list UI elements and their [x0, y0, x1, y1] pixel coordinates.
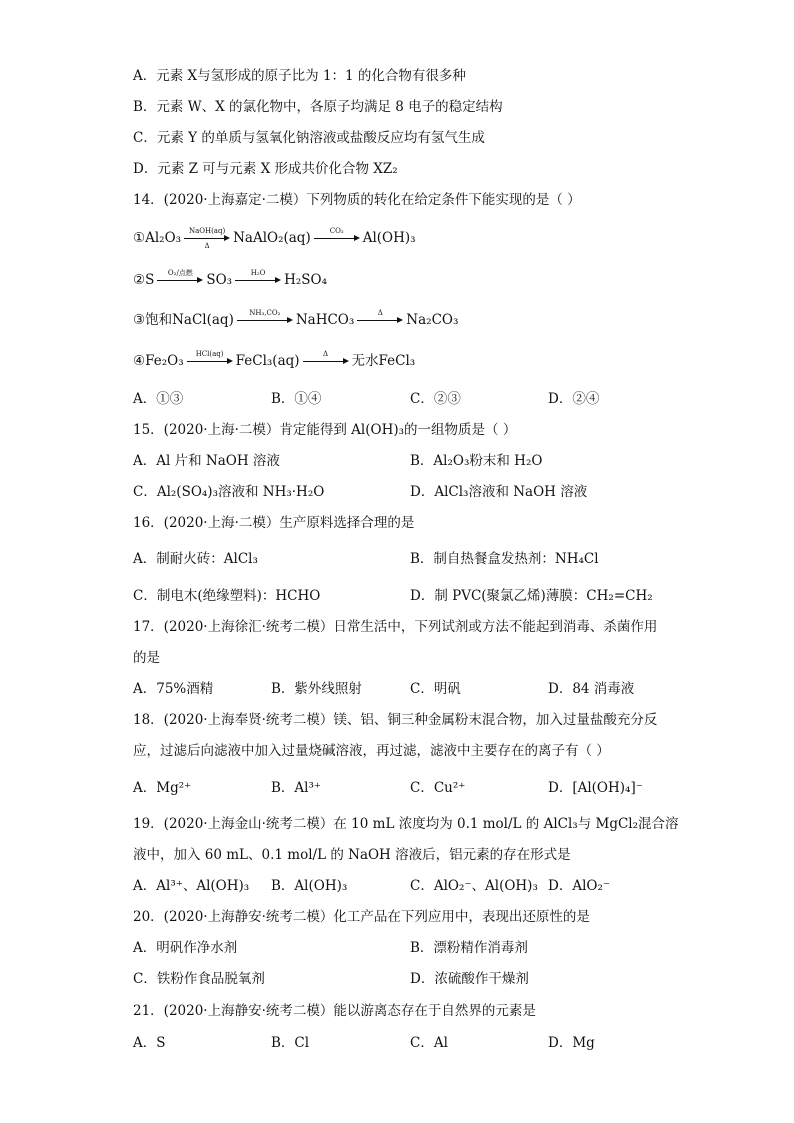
q20-option-c: C．铁粉作食品脱氧剂 — [133, 971, 265, 987]
product: Na₂CO₃ — [406, 312, 459, 328]
q17-option-c: C．明矾 — [410, 681, 461, 697]
reactant: S — [145, 272, 155, 288]
q15-option-c: C．Al₂(SO₄)₃溶液和 NH₃·H₂O — [133, 484, 325, 500]
q18-option-a: A．Mg²⁺ — [133, 780, 192, 796]
reaction-arrow — [187, 351, 233, 371]
reaction-arrow — [237, 310, 293, 330]
q17-option-d: D．84 消毒液 — [548, 681, 635, 697]
q15-option-b: B．Al₂O₃粉末和 H₂O — [410, 453, 543, 469]
arrow-condition-below: Δ — [204, 242, 210, 250]
question-19-cont: 液中，加入 60 mL、0.1 mol/L 的 NaOH 溶液后，铝元素的存在形式是 — [133, 847, 571, 863]
question-19: 19．(2020·上海金山·统考二模）在 10 mL 浓度均为 0.1 mol/L 的 AlCl₃与 MgCl₂混合溶 — [133, 816, 679, 832]
q14-option-c: C．②③ — [410, 391, 461, 407]
question-17-cont: 的是 — [133, 650, 160, 666]
reactant: Fe₂O₃ — [145, 353, 184, 369]
reaction-1 — [133, 228, 416, 248]
arrow-condition: Δ — [377, 309, 383, 317]
question-18: 18．(2020·上海奉贤·统考二模）镁、铝、铜三种金属粉末混合物，加入过量盐酸充分反 — [133, 712, 658, 728]
reaction-arrow — [303, 351, 349, 371]
reaction-label: ② — [133, 272, 146, 288]
arrow-head-icon — [227, 358, 233, 364]
reactant: 饱和NaCl(aq) — [145, 312, 234, 328]
arrow-head-icon — [224, 235, 230, 241]
q20-option-a: A．明矾作净水剂 — [133, 940, 238, 956]
q14-option-b: B．①④ — [271, 391, 322, 407]
intermediate: NaHCO₃ — [295, 312, 355, 328]
arrow-head-icon — [397, 317, 403, 323]
q19-option-b: B．Al(OH)₃ — [271, 878, 348, 894]
q19-option-a: A．Al³⁺、Al(OH)₃ — [133, 878, 250, 894]
arrow-condition: HCl(aq) — [195, 350, 224, 358]
question-16: 16．(2020·上海·二模）生产原料选择合理的是 — [133, 515, 415, 531]
q21-option-d: D．Mg — [548, 1035, 595, 1051]
q13-option-a: A．元素 X与氢形成的原子比为 1：1 的化合物有很多种 — [133, 68, 466, 84]
question-18-cont: 应，过滤后向滤液中加入过量烧碱溶液，再过滤，滤液中主要存在的离子有（ ） — [133, 743, 610, 759]
reaction-2 — [133, 270, 327, 290]
product: H₂SO₄ — [284, 272, 328, 288]
q16-option-d: D．制 PVC(聚氯乙烯)薄膜：CH₂=CH₂ — [410, 588, 653, 604]
q21-option-b: B．Cl — [271, 1035, 310, 1051]
reactant: Al₂O₃ — [145, 230, 182, 246]
question-17: 17．(2020·上海徐汇·统考二模）日常生活中，下列试剂或方法不能起到消毒、杀菌作用 — [133, 619, 658, 635]
arrow-head-icon — [354, 235, 360, 241]
question-21: 21．(2020·上海静安·统考二模）能以游离态存在于自然界的元素是 — [133, 1003, 536, 1019]
arrow-condition: CO₂ — [329, 227, 344, 235]
q18-option-b: B．Al³⁺ — [271, 780, 322, 796]
q18-option-d: D．[Al(OH)₄]⁻ — [548, 780, 643, 796]
reaction-arrow — [157, 270, 203, 290]
reaction-arrow — [357, 310, 403, 330]
reaction-label: ① — [133, 230, 146, 246]
q18-option-c: C．Cu²⁺ — [410, 780, 466, 796]
question-20: 20．(2020·上海静安·统考二模）化工产品在下列应用中，表现出还原性的是 — [133, 909, 590, 925]
intermediate: SO₃ — [206, 272, 233, 288]
reaction-3 — [133, 310, 458, 330]
q19-option-c: C．AlO₂⁻、Al(OH)₃ — [410, 878, 538, 894]
q19-option-d: D．AlO₂⁻ — [548, 878, 610, 894]
q17-option-b: B．紫外线照射 — [271, 681, 362, 697]
q15-option-d: D．AlCl₃溶液和 NaOH 溶液 — [410, 484, 588, 500]
q14-option-d: D．②④ — [548, 391, 600, 407]
reaction-arrow — [184, 228, 230, 248]
arrow-head-icon — [275, 277, 281, 283]
q16-option-a: A．制耐火砖：AlCl₃ — [133, 551, 258, 567]
q20-option-d: D．浓硫酸作干燥剂 — [410, 971, 529, 987]
arrow-condition: O₂/点燃 — [167, 269, 193, 277]
q20-option-b: B．漂粉精作消毒剂 — [410, 940, 528, 956]
arrow-head-icon — [197, 277, 203, 283]
q13-option-b: B．元素 W、X 的氯化物中，各原子均满足 8 电子的稳定结构 — [133, 99, 503, 115]
reaction-arrow — [314, 228, 360, 248]
arrow-head-icon — [287, 317, 293, 323]
intermediate: NaAlO₂(aq) — [233, 230, 311, 246]
arrow-condition: NH₃,CO₂ — [249, 309, 281, 317]
question-15: 15．(2020·上海·二模）肯定能得到 Al(OH)₃的一组物质是（ ） — [133, 422, 517, 438]
arrow-condition: Δ — [323, 350, 329, 358]
intermediate: FeCl₃(aq) — [235, 353, 300, 369]
q21-option-c: C．Al — [410, 1035, 448, 1051]
product: Al(OH)₃ — [362, 230, 416, 246]
arrow-condition: NaOH(aq) — [188, 227, 226, 235]
q14-option-a: A．①③ — [133, 391, 184, 407]
q16-option-c: C．制电木(绝缘塑料)：HCHO — [133, 588, 321, 604]
reaction-label: ③ — [133, 312, 146, 328]
q17-option-a: A．75%酒精 — [133, 681, 214, 697]
reaction-arrow — [235, 270, 281, 290]
arrow-head-icon — [343, 358, 349, 364]
q15-option-a: A．Al 片和 NaOH 溶液 — [133, 453, 280, 469]
q16-option-b: B．制自热餐盒发热剂：NH₄Cl — [410, 551, 599, 567]
reaction-label: ④ — [133, 353, 146, 369]
q13-option-d: D．元素 Z 可与元素 X 形成共价化合物 XZ₂ — [133, 161, 398, 177]
question-14: 14．(2020·上海嘉定·二模）下列物质的转化在给定条件下能实现的是（ ） — [133, 192, 581, 208]
q13-option-c: C．元素 Y 的单质与氢氧化钠溶液或盐酸反应均有氢气生成 — [133, 130, 485, 146]
arrow-condition: H₂O — [250, 269, 266, 277]
product: 无水FeCl₃ — [351, 353, 416, 369]
reaction-4 — [133, 351, 415, 371]
q21-option-a: A．S — [133, 1035, 166, 1051]
